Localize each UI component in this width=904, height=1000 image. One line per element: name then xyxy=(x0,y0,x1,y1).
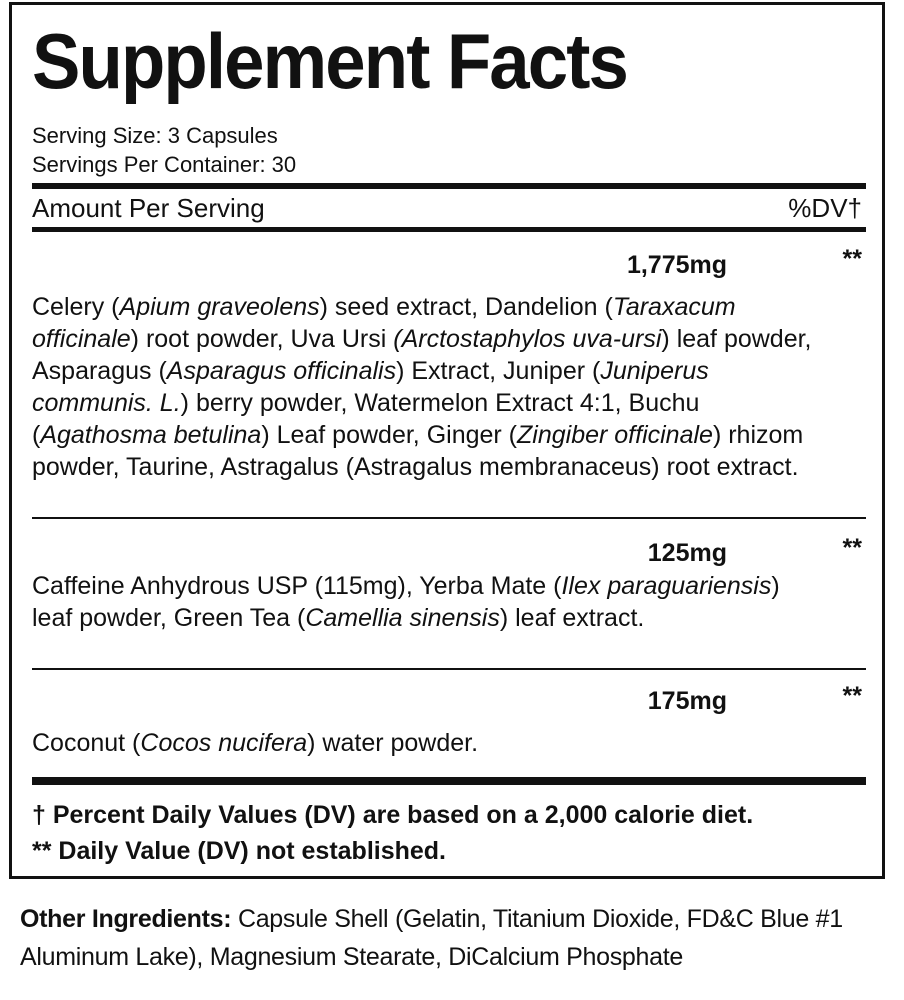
species-name: Asparagus officinalis xyxy=(166,357,397,385)
divider-bottom xyxy=(32,777,866,785)
ingredient-text: ) leaf extract. xyxy=(499,604,645,632)
ingredient-text: ) water powder. xyxy=(307,729,479,757)
ingredient-text: ) leaf powder, Asparagus ( xyxy=(32,325,812,385)
blend-1-amount: 1,775mg xyxy=(626,251,727,279)
ingredient-text: ) berry powder, Watermelon Extract 4:1, Buchu ( xyxy=(32,389,700,449)
other-ingredients-text: Capsule Shell (Gelatin, Titanium Dioxide, FD&C Blue #1 Aluminum Lake), Magnesium Stearate, DiCalcium Phosphate xyxy=(20,905,843,971)
blend-3-dv: ** xyxy=(842,682,862,710)
footnote-dv-basis: † Percent Daily Values (DV) are based on a 2,000 calorie diet. xyxy=(32,801,754,829)
panel-title: Supplement Facts xyxy=(32,17,628,105)
blend-2-dv: ** xyxy=(842,534,862,562)
ingredient-text: ) rhizom powder, Taurine, Astragalus (Astragalus membranaceus) root extract. xyxy=(32,421,804,481)
blend-2-ingredients xyxy=(32,570,822,634)
species-name: Agathosma betulina xyxy=(40,421,262,449)
ingredient-text: Caffeine Anhydrous USP (115mg), Yerba Mate ( xyxy=(32,572,562,600)
blend-3-ingredients xyxy=(32,727,822,759)
blend-2-amount: 125mg xyxy=(647,539,727,567)
species-name: Zingiber officinale xyxy=(517,421,713,449)
amount-per-serving-label: Amount Per Serving xyxy=(32,193,265,223)
ingredient-text: ) root powder, Uva Ursi xyxy=(130,325,394,353)
species-name: Juniperus communis. L. xyxy=(32,357,709,417)
dv-column-label: %DV† xyxy=(788,193,862,223)
species-name: Ilex paraguariensis xyxy=(561,572,772,600)
ingredient-text: ) seed extract, Dandelion ( xyxy=(319,293,613,321)
footnote-not-established: ** Daily Value (DV) not established. xyxy=(32,837,447,865)
divider-blend-1 xyxy=(32,517,866,519)
ingredient-text: Celery ( xyxy=(32,293,120,321)
blend-1-ingredients xyxy=(32,291,822,483)
divider-blend-2 xyxy=(32,668,866,670)
serving-size: Serving Size: 3 Capsules xyxy=(32,123,278,148)
species-name: Cocos nucifera xyxy=(140,729,308,757)
serving-info xyxy=(32,121,296,179)
blend-1-dv: ** xyxy=(842,245,862,273)
species-name: Camellia sinensis xyxy=(305,604,500,632)
species-name: Taraxacum officinale xyxy=(32,293,736,353)
species-name: Apium graveolens xyxy=(119,293,320,321)
ingredient-text: ) Leaf powder, Ginger ( xyxy=(261,421,518,449)
species-name: (Arctostaphylos uva-ursi xyxy=(393,325,662,353)
divider-header xyxy=(32,227,866,232)
other-ingredients-label: Other Ingredients: xyxy=(20,905,232,933)
ingredient-text: ) leaf powder, Green Tea ( xyxy=(32,572,780,632)
divider-thick xyxy=(32,183,866,189)
blend-3-amount: 175mg xyxy=(647,687,727,715)
supplement-facts-panel xyxy=(9,2,885,879)
ingredient-text: Coconut ( xyxy=(32,729,141,757)
other-ingredients xyxy=(20,900,880,976)
servings-per-container: Servings Per Container: 30 xyxy=(32,152,297,177)
ingredient-text: ) Extract, Juniper ( xyxy=(396,357,601,385)
